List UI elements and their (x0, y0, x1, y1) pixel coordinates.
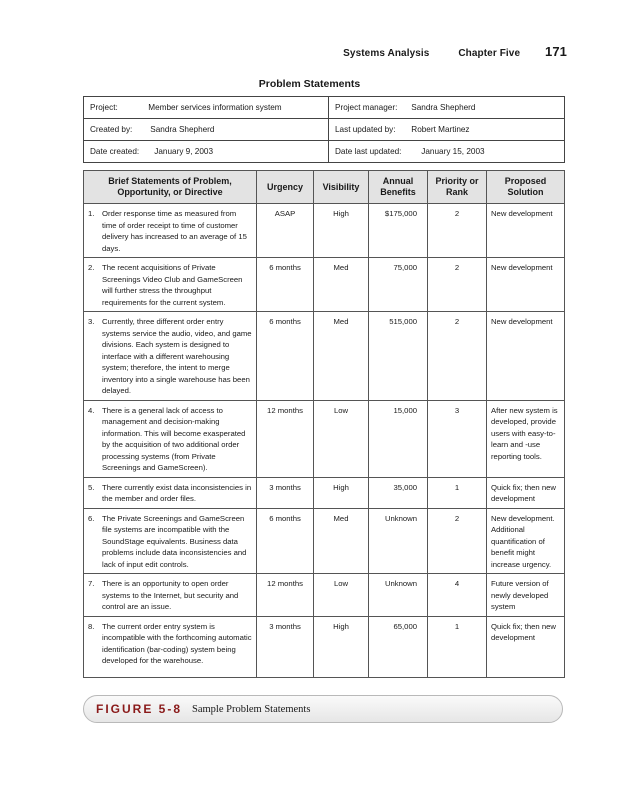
visibility-cell: Med (314, 508, 369, 574)
statement-text: There currently exist data inconsistencies in the member and order files. (102, 482, 252, 503)
table-body (84, 204, 565, 678)
col-header-solution: Proposed Solution (487, 171, 565, 204)
row-number: 2. (88, 263, 95, 272)
statement-cell (84, 574, 257, 617)
priority-cell: 2 (428, 258, 487, 312)
row-number: 7. (88, 579, 95, 588)
solution-cell: New development (487, 312, 565, 401)
solution-cell: Future version of newly developed system (487, 574, 565, 617)
table-row (84, 312, 565, 401)
statement-text: Currently, three different order entry systems service the audio, video, and game divisions. Each system is designed to interface with a different warehousing system; therefore, the intent to merge inventory into a single warehouse has been delayed. (102, 317, 252, 395)
info-row (84, 97, 565, 119)
project-cell (84, 97, 329, 119)
statement-cell (84, 508, 257, 574)
table-row (84, 204, 565, 258)
visibility-cell: Med (314, 312, 369, 401)
solution-cell: New development. Additional quantification of benefit might increase urgency. (487, 508, 565, 574)
statement-text: Order response time as measured from time of order receipt to time of customer delivery has increased to an average of 15 days. (102, 209, 247, 253)
col-header-urgency: Urgency (257, 171, 314, 204)
col-header-benefits: Annual Benefits (369, 171, 428, 204)
visibility-cell: Low (314, 574, 369, 617)
updated-by-value: Robert Martinez (411, 125, 470, 134)
priority-cell: 2 (428, 312, 487, 401)
project-info-table (83, 96, 565, 163)
statement-text: The Private Screenings and GameScreen file systems are incompatible with the SoundStage equivalents. Business data problems include data inconsistencies and lack of input edit controls. (102, 513, 247, 569)
manager-label: Project manager: (335, 103, 398, 112)
priority-cell: 1 (428, 616, 487, 677)
urgency-cell: 12 months (257, 574, 314, 617)
page-number: 171 (545, 44, 567, 59)
benefits-cell: 515,000 (369, 312, 428, 401)
benefits-cell: Unknown (369, 508, 428, 574)
statement-cell (84, 312, 257, 401)
updated-by-label: Last updated by: (335, 125, 396, 134)
date-updated-label: Date last updated: (335, 147, 402, 156)
table-row (84, 508, 565, 574)
benefits-cell: 65,000 (369, 616, 428, 677)
visibility-cell: Med (314, 258, 369, 312)
urgency-cell: 6 months (257, 312, 314, 401)
table-row (84, 400, 565, 477)
statement-text: The current order entry system is incompatible with the forthcoming automatic identification (bar-coding) system being developed for the warehouse. (102, 621, 252, 665)
statement-cell (84, 616, 257, 677)
urgency-cell: 6 months (257, 258, 314, 312)
benefits-cell: 75,000 (369, 258, 428, 312)
row-number: 4. (88, 405, 95, 415)
table-row (84, 574, 565, 617)
table-row (84, 258, 565, 312)
problem-statements-table (83, 170, 565, 678)
visibility-cell: High (314, 477, 369, 508)
row-number: 6. (88, 513, 95, 523)
date-created-value: January 9, 2003 (154, 147, 214, 156)
urgency-cell: 6 months (257, 508, 314, 574)
benefits-cell: Unknown (369, 574, 428, 617)
urgency-cell: 12 months (257, 400, 314, 477)
col-header-priority: Priority or Rank (428, 171, 487, 204)
urgency-cell: 3 months (257, 477, 314, 508)
updated-by-cell (329, 119, 565, 141)
figure-caption (83, 695, 563, 723)
manager-value: Sandra Shepherd (411, 103, 476, 112)
row-number: 1. (88, 209, 95, 218)
statement-text: There is a general lack of access to management and decision-making information. This will become exasperated by the acquisition of two additional order processing systems (from Private Screenings and GameScreen). (102, 405, 246, 472)
solution-cell: Quick fix; then new development (487, 477, 565, 508)
priority-cell: 2 (428, 204, 487, 258)
visibility-cell: Low (314, 400, 369, 477)
statement-cell (84, 204, 257, 258)
statement-cell (84, 477, 257, 508)
statement-text: There is an opportunity to open order systems to the Internet, but security and control are an issue. (102, 579, 239, 611)
benefits-cell: $175,000 (369, 204, 428, 258)
manager-cell (329, 97, 565, 119)
solution-cell: New development (487, 204, 565, 258)
table-row (84, 616, 565, 677)
solution-cell: New development (487, 258, 565, 312)
header-row (84, 171, 565, 204)
priority-cell: 2 (428, 508, 487, 574)
col-header-visibility: Visibility (314, 171, 369, 204)
urgency-cell: 3 months (257, 616, 314, 677)
visibility-cell: High (314, 616, 369, 677)
date-created-cell (84, 141, 329, 163)
statement-cell (84, 258, 257, 312)
table-row (84, 477, 565, 508)
date-created-label: Date created: (90, 147, 140, 156)
row-number: 3. (88, 317, 95, 326)
priority-cell: 1 (428, 477, 487, 508)
statement-text: The recent acquisitions of Private Screenings Video Club and GameScreen will further stress the throughput requirements for the current system. (102, 263, 243, 307)
solution-cell: Quick fix; then new development (487, 616, 565, 677)
benefits-cell: 35,000 (369, 477, 428, 508)
figure-caption-text: Sample Problem Statements (192, 703, 311, 715)
visibility-cell: High (314, 204, 369, 258)
running-header (343, 44, 567, 59)
created-by-label: Created by: (90, 125, 133, 134)
info-row (84, 141, 565, 163)
document-title: Problem Statements (258, 78, 361, 90)
benefits-cell: 15,000 (369, 400, 428, 477)
row-number: 5. (88, 482, 95, 492)
date-updated-value: January 15, 2003 (421, 147, 485, 156)
priority-cell: 4 (428, 574, 487, 617)
project-label: Project: (90, 103, 118, 112)
info-row (84, 119, 565, 141)
col-header-statement: Brief Statements of Problem, Opportunity, or Directive (84, 171, 257, 204)
created-by-value: Sandra Shepherd (150, 125, 215, 134)
statement-cell (84, 400, 257, 477)
urgency-cell: ASAP (257, 204, 314, 258)
figure-label: FIGURE 5-8 (96, 702, 183, 716)
project-value: Member services information system (148, 103, 282, 112)
priority-cell: 3 (428, 400, 487, 477)
solution-cell: After new system is developed, provide users with easy-to-learn and -use reporting tools. (487, 400, 565, 477)
created-by-cell (84, 119, 329, 141)
chapter-title: Chapter Five (458, 48, 521, 59)
date-updated-cell (329, 141, 565, 163)
section-title: Systems Analysis (343, 48, 430, 59)
row-number: 8. (88, 621, 95, 631)
